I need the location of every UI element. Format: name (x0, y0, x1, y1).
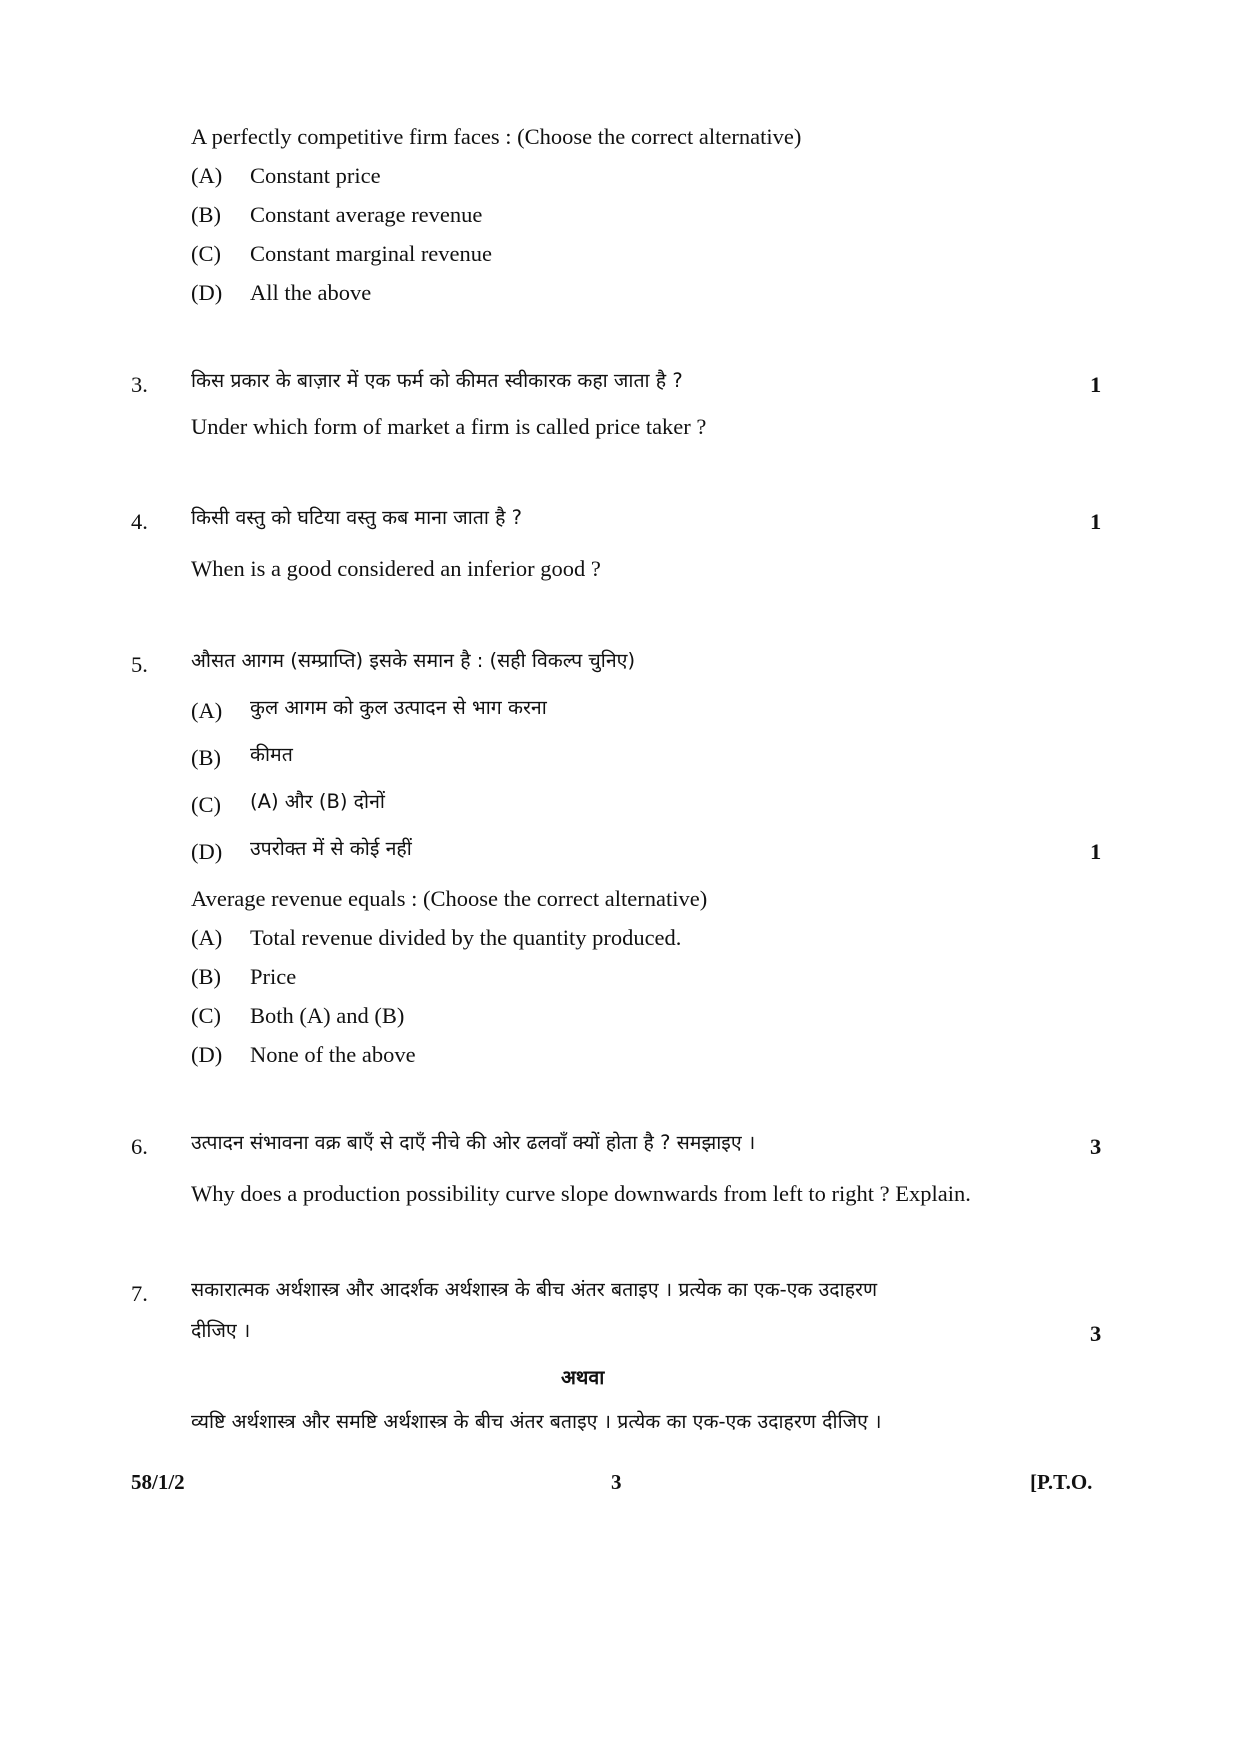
q2-option-c-text: Constant marginal revenue (250, 241, 493, 266)
q5-hindi-option-d-text: उपरोक्त में से कोई नहीं (250, 837, 412, 860)
q5-english-option-c-label: (C) (191, 1003, 221, 1028)
q7-number: 7. (131, 1281, 148, 1306)
q4-marks: 1 (1090, 509, 1102, 534)
q3-hindi: किस प्रकार के बाज़ार में एक फर्म को कीमत स्वीकारक कहा जाता है ? (191, 369, 683, 392)
q2-option-c-label: (C) (191, 241, 221, 266)
q5-english-option-a-text: Total revenue divided by the quantity produced. (250, 925, 682, 950)
q5-number: 5. (131, 652, 148, 677)
q5-hindi-option-c-label: (C) (191, 792, 221, 817)
q3-english: Under which form of market a firm is called price taker ? (191, 414, 707, 439)
q7-hindi-line2: दीजिए । (191, 1319, 251, 1342)
q3-marks: 1 (1090, 372, 1102, 397)
q2-option-b-text: Constant average revenue (250, 202, 483, 227)
q6-english: Why does a production possibility curve slope downwards from left to right ? Explain. (191, 1181, 971, 1206)
q5-hindi-option-c-text: (A) और (B) दोनों (250, 790, 385, 813)
q5-hindi-option-b-label: (B) (191, 745, 221, 770)
q5-english-option-b-label: (B) (191, 964, 221, 989)
q5-hindi-option-b-text: कीमत (250, 743, 293, 766)
q4-english: When is a good considered an inferior good ? (191, 556, 601, 581)
q4-number: 4. (131, 509, 148, 534)
q5-english-option-d-text: None of the above (250, 1042, 416, 1067)
q2-option-d-text: All the above (250, 280, 372, 305)
q5-english-option-a-label: (A) (191, 925, 223, 950)
q2-option-a-label: (A) (191, 163, 223, 188)
q5-hindi-stem: औसत आगम (सम्प्राप्ति) इसके समान है : (सही विकल्प चुनिए) (191, 649, 636, 672)
q5-hindi-option-d-label: (D) (191, 839, 223, 864)
q6-number: 6. (131, 1134, 148, 1159)
q5-english-stem: Average revenue equals : (Choose the correct alternative) (191, 886, 708, 911)
q2-option-a-text: Constant price (250, 163, 381, 188)
q7-hindi-line1: सकारात्मक अर्थशास्त्र और आदर्शक अर्थशास्त्र के बीच अंतर बताइए । प्रत्येक का एक-एक उदाहरण (191, 1278, 878, 1301)
q2-english-stem: A perfectly competitive firm faces : (Choose the correct alternative) (191, 124, 802, 149)
q7-alternative: व्यष्टि अर्थशास्त्र और समष्टि अर्थशास्त्र के बीच अंतर बताइए । प्रत्येक का एक-एक उदाहरण दीजिए । (191, 1410, 882, 1433)
footer-page-number: 3 (611, 1470, 622, 1494)
q3-number: 3. (131, 372, 148, 397)
q5-hindi-option-a-text: कुल आगम को कुल उत्पादन से भाग करना (250, 696, 547, 719)
q5-english-option-d-label: (D) (191, 1042, 223, 1067)
footer-paper-code: 58/1/2 (131, 1470, 185, 1494)
q7-or-label: अथवा (561, 1366, 605, 1389)
q5-marks: 1 (1090, 839, 1102, 864)
q4-hindi: किसी वस्तु को घटिया वस्तु कब माना जाता है ? (191, 506, 523, 529)
q7-marks: 3 (1090, 1321, 1102, 1346)
q6-marks: 3 (1090, 1134, 1102, 1159)
q5-english-option-b-text: Price (250, 964, 297, 989)
q2-option-b-label: (B) (191, 202, 221, 227)
q2-option-d-label: (D) (191, 280, 223, 305)
q6-hindi: उत्पादन संभावना वक्र बाएँ से दाएँ नीचे की ओर ढलवाँ क्यों होता है ? समझाइए । (191, 1131, 756, 1154)
footer-pto: [P.T.O. (1030, 1470, 1093, 1494)
q5-hindi-option-a-label: (A) (191, 698, 223, 723)
q5-english-option-c-text: Both (A) and (B) (250, 1003, 405, 1028)
